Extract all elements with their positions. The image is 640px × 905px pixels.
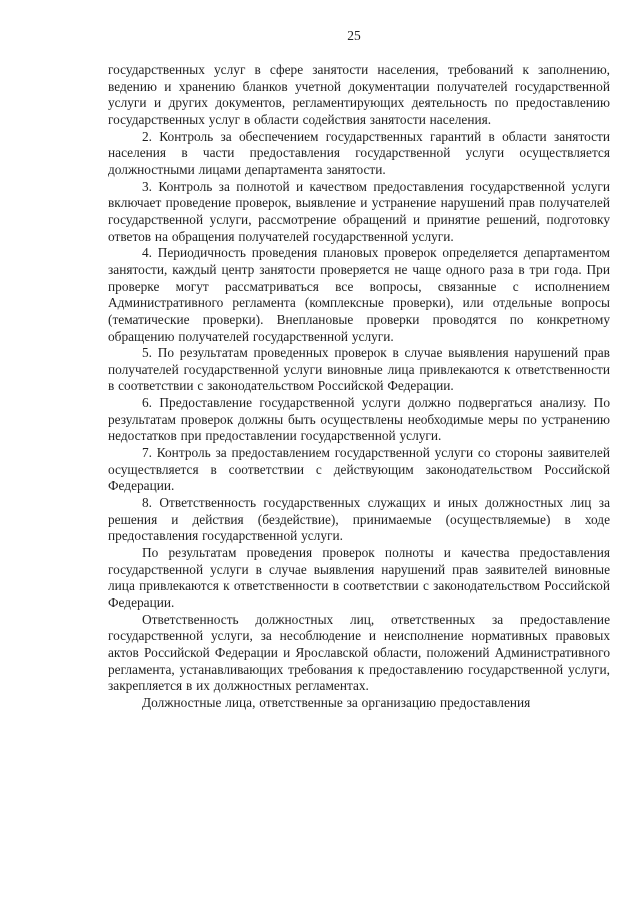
page-number: 25 (347, 28, 361, 43)
paragraph-continuation: государственных услуг в сфере занятости населения, требований к заполнению, ведению и хранению бланков учетной документации получателей государственной услуги и других документов, регламентирующих деятельность по предоставлению государственных услуг в области содействия занятости населения. (108, 62, 610, 127)
paragraph-8: 8. Ответственность государственных служащих и иных должностных лиц за решения и действия (бездействие), принимаемые (осуществляемые) в ходе предоставления государственной услуги. (108, 495, 610, 544)
paragraph-2: 2. Контроль за обеспечением государственных гарантий в области занятости населения в части предоставления государственной услуги осуществляется должностными лицами департамента занятости. (108, 128, 610, 177)
paragraph-officials-organization: Должностные лица, ответственные за организацию предоставления (142, 694, 531, 710)
paragraph-4: 4. Периодичность проведения плановых проверок определяется департаментом занятости, каждый центр занятости проверяется не чаще одного раза в три года. При проверке могут рассматриваться все вопросы, связанные с исполнением Административного регламента (комплексные проверки), или отдельные вопросы (тематические проверки). Внеплановые проверки проводятся по конкретному обращению получателей государственной услуги. (108, 245, 610, 344)
paragraph-3: 3. Контроль за полнотой и качеством предоставления государственной услуги включает проведение проверок, выявление и устранение нарушений прав получателей государственной услуги, рассмотрение обращений и принятие решений, подготовку ответов на обращения получателей государственной услуги. (108, 178, 610, 244)
paragraph-5: 5. По результатам проведенных проверок в случае выявления нарушений прав получателей государственной услуги виновные лица привлекаются к ответственности в соответствии с законодательством Российской Федерации. (108, 345, 610, 394)
paragraph-7: 7. Контроль за предоставлением государственной услуги со стороны заявителей осуществляется в соответствии с действующим законодательством Российской Федерации. (108, 445, 610, 494)
paragraph-officials-responsibility: Ответственность должностных лиц, ответственных за предоставление государственной услуги, за несоблюдение и неисполнение нормативных правовых актов Российской Федерации и Ярославской области, положений Административного регламента, устанавливающих требования к предоставлению государственной услуги, закрепляется в их должностных регламентах. (108, 611, 610, 694)
paragraph-6: 6. Предоставление государственной услуги должно подвергаться анализу. По результатам проверок должны быть осуществлены необходимые меры по устранению недостатков при предоставлении государственной услуги. (108, 395, 610, 444)
paragraph-results-liability: По результатам проведения проверок полноты и качества предоставления государственной услуги в случае выявления нарушений прав заявителей виновные лица привлекаются к ответственности в соответствии с законодательством Российской Федерации. (108, 545, 610, 610)
